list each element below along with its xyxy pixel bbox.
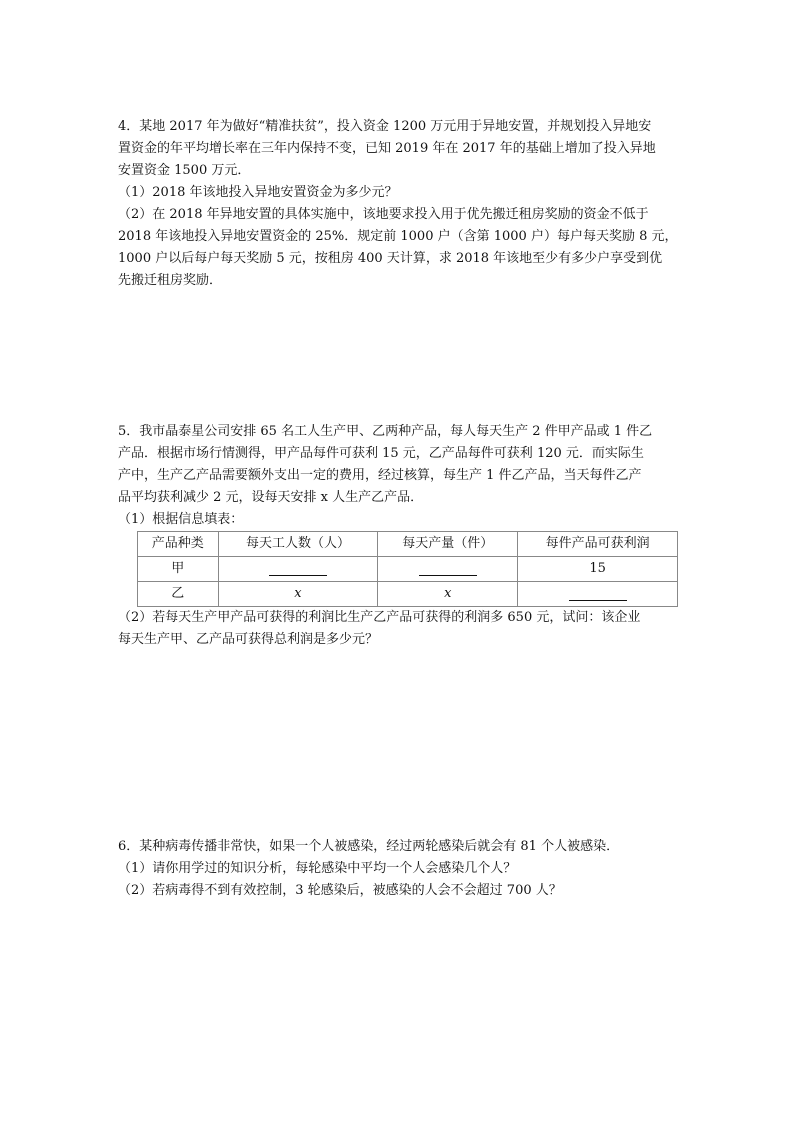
problem-5-line: 产品．根据市场行情测得，甲产品每件可获利 15 元，乙产品每件可获利 120 元．而实际生 xyxy=(118,446,644,461)
problem-5-line: 每天生产甲、乙产品可获得总利润是多少元？ xyxy=(118,632,379,647)
problem-4-line: 2018 年该地投入异地安置资金的 25%．规定前 1000 户（含第 1000 户）每户每天奖励 8 元， xyxy=(118,229,678,244)
table-cell-blank xyxy=(518,582,678,607)
info-table xyxy=(137,531,678,607)
table-header-cell: 每天产量（件） xyxy=(378,532,518,557)
problem-4-question-1: （1）2018 年该地投入异地安置资金为多少元？ xyxy=(118,185,398,200)
fill-blank xyxy=(419,561,477,576)
table-cell-blank xyxy=(378,557,518,582)
fill-blank xyxy=(569,586,627,601)
problem-6-question-2: （2）若病毒得不到有效控制，3 轮感染后，被感染的人会不会超过 700 人？ xyxy=(118,883,562,898)
table-row xyxy=(138,582,678,607)
problem-4-line: 4．某地 2017 年为做好“精准扶贫”，投入资金 1200 万元用于异地安置，并规划投入异地安 xyxy=(118,119,652,134)
table-cell-kind: 乙 xyxy=(138,582,219,607)
table-header-cell: 产品种类 xyxy=(138,532,219,557)
table-cell-profit: 15 xyxy=(518,557,678,582)
problem-5 xyxy=(118,421,678,651)
problem-4-line: 安置资金 1500 万元． xyxy=(118,163,251,178)
problem-4-question-2: （2）在 2018 年异地安置的具体实施中，该地要求投入用于优先搬迁租房奖励的资金不低于 xyxy=(118,207,649,222)
problem-5-question-2: （2）若每天生产甲产品可获得的利润比生产乙产品可获得的利润多 650 元，试问：该企业 xyxy=(118,610,641,625)
table-header-row xyxy=(138,532,678,557)
table-row xyxy=(138,557,678,582)
problem-4-line: 置资金的年平均增长率在三年内保持不变，已知 2019 年在 2017 年的基础上增加了投入异地 xyxy=(118,141,656,156)
fill-blank xyxy=(269,561,327,576)
problem-6 xyxy=(118,836,678,902)
table-cell-kind: 甲 xyxy=(138,557,219,582)
table-cell-output: x xyxy=(378,582,518,607)
problem-4 xyxy=(118,116,678,292)
problem-4-line: 先搬迁租房奖励． xyxy=(118,273,223,288)
problem-5-line: 产中，生产乙产品需要额外支出一定的费用，经过核算，每生产 1 件乙产品，当天每件乙产 xyxy=(118,468,642,483)
table-cell-blank xyxy=(218,557,378,582)
table-cell-workers: x xyxy=(218,582,378,607)
problem-4-line: 1000 户以后每户每天奖励 5 元，按租房 400 天计算，求 2018 年该地至少有多少户享受到优 xyxy=(118,251,663,266)
table-header-cell: 每件产品可获利润 xyxy=(518,532,678,557)
table-header-cell: 每天工人数（人） xyxy=(218,532,378,557)
problem-6-line: 6．某种病毒传播非常快，如果一个人被感染，经过两轮感染后就会有 81 个人被感染． xyxy=(118,839,620,854)
problem-5-line: 5．我市晶泰星公司安排 65 名工人生产甲、乙两种产品，每人每天生产 2 件甲产品或 1 件乙 xyxy=(118,424,653,439)
problem-5-question-1: （1）根据信息填表： xyxy=(118,512,244,527)
problem-5-line: 品平均获利减少 2 元，设每天安排 x 人生产乙产品． xyxy=(118,490,424,505)
problem-6-question-1: （1）请你用学过的知识分析，每轮感染中平均一个人会感染几个人？ xyxy=(118,861,517,876)
